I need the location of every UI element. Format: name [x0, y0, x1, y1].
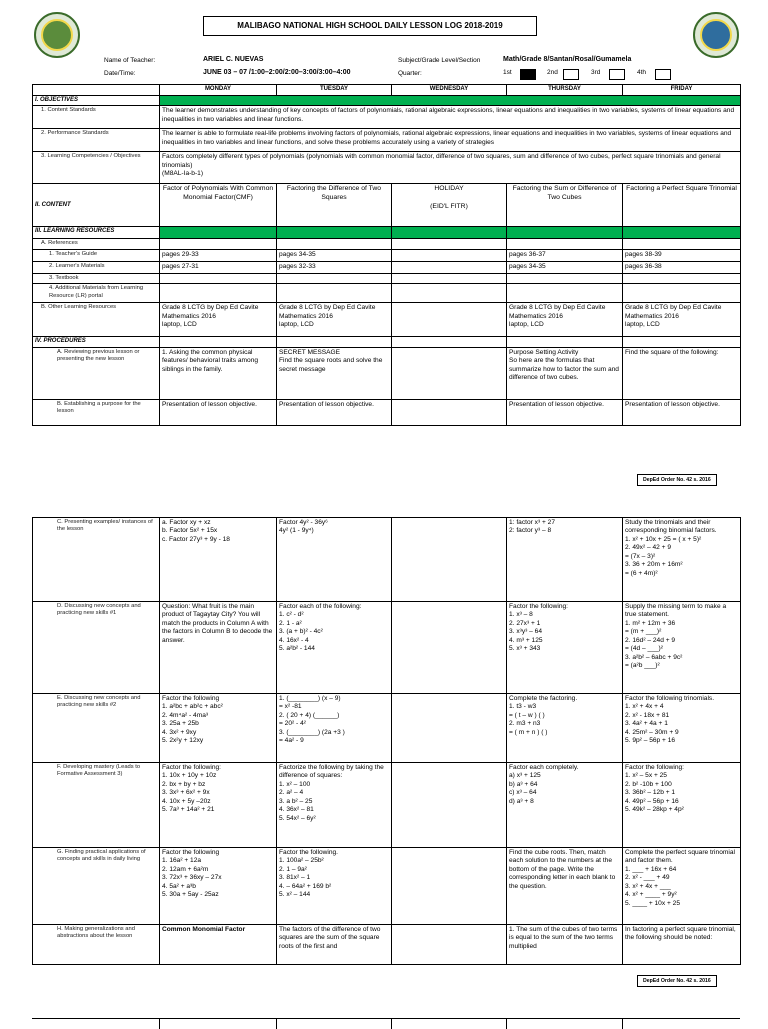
subject-value: Math/Grade 8/Santan/Rosal/Gumamela: [503, 56, 632, 63]
presenting-monday: a. Factor xy + xz b. Factor 5x² + 15x c. Factor 27y³ + 9y - 18: [160, 518, 277, 602]
discussing-2-label: E. Discussing new concepts and practicing new skills #2: [33, 694, 160, 763]
empty-cell: [507, 273, 623, 283]
content-thursday: Factoring the Sum or Difference of Two Cubes: [507, 184, 623, 227]
day-monday: MONDAY: [160, 85, 277, 96]
empty-cell: [392, 273, 507, 283]
empty-cell: [160, 239, 277, 249]
objectives-green-bar: [160, 95, 741, 106]
presenting-thursday: 1: factor x³ + 27 2: factor y³ – 8: [507, 518, 623, 602]
other-resources-friday: Grade 8 LCTG by Dep Ed Cavite Mathematics 2016 laptop, LCD: [623, 303, 741, 337]
discussing-2-thursday: Complete the factoring. 1. t3 - w3 = ( t – w ) ( ) 2. m3 + n3 = ( m + n ) ( ): [507, 694, 623, 763]
other-resources-tuesday: Grade 8 LCTG by Dep Ed Cavite Mathematics 2016 laptop, LCD: [277, 303, 392, 337]
purpose-wednesday: [392, 399, 507, 425]
practical-friday: Complete the perfect square trinomial and factor them. 1. ___ + 16x + 64 2. x² - ___ + 49 3. x² + 4x + ___ 4. x² + ____ + 9y² 5. ____ + 10x + 25: [623, 848, 741, 925]
discussing-1-wednesday: [392, 602, 507, 694]
learners-materials-label: 2. Learner's Materials: [33, 261, 160, 273]
resources-green-cell: [277, 227, 392, 239]
empty-cell: [507, 284, 623, 303]
section-procedures: IV. PROCEDURES: [33, 337, 160, 348]
practical-thursday: Find the cube roots. Then, match each solution to the numbers at the bottom of the page. Write the corresponding letter in each blank to the question.: [507, 848, 623, 925]
discussing-2-friday: Factor the following trinomials. 1. x² + 4x + 4 2. x² - 18x + 81 3. 4a² + 4a + 1 4. 25m² – 30m + 9 5. 9p² – 56p + 16: [623, 694, 741, 763]
empty-cell: [623, 239, 741, 249]
resources-green-cell: [623, 227, 741, 239]
learners-materials-tuesday: pages 32-33: [277, 261, 392, 273]
presenting-tuesday: Factor 4y² - 36y⁶ 4y² (1 - 9y⁴): [277, 518, 392, 602]
date-label: Date/Time:: [104, 70, 136, 77]
reviewing-monday: 1. Asking the common physical features/ behavioral traits among siblings in the family.: [160, 347, 277, 399]
empty-cell: [277, 273, 392, 283]
generalizations-label: H. Making generalizations and abstractions about the lesson: [33, 925, 160, 965]
empty-cell: [277, 337, 392, 348]
quarter-label: Quarter:: [398, 70, 422, 77]
quarter-3-label: 3rd: [591, 69, 601, 76]
deped-order-badge: DepEd Order No. 42 s. 2016: [637, 474, 717, 486]
reviewing-friday: Find the square of the following:: [623, 347, 741, 399]
content-friday: Factoring a Perfect Square Trinomial: [623, 184, 741, 227]
practical-tuesday: Factor the following. 1. 100a² – 25b² 2. 1 – 9a² 3. 81x² – 1 4. – 64a² + 169 b² 5. x² – 144: [277, 848, 392, 925]
additional-materials-label: 4. Additional Materials from Learning Resource (LR) portal: [33, 284, 160, 303]
deped-order-badge-page2: DepEd Order No. 42 s. 2016: [637, 975, 717, 987]
teacher-label: Name of Teacher:: [104, 57, 156, 64]
practical-wednesday: [392, 848, 507, 925]
quarter-4-checkbox: [655, 69, 671, 80]
presenting-friday: Study the trinomials and their corresponding binomial factors. 1. x² + 10x + 25 = ( x + 5)² 2. 49x² – 42 + 9 = (7x – 3)² 3. 36 + 20m + 16m² = (6 + 4m)²: [623, 518, 741, 602]
purpose-tuesday: Presentation of lesson objective.: [277, 399, 392, 425]
developing-monday: Factor the following: 1. 10x + 10y + 10z 2. bx + by + bz 3. 3x³ + 6x² + 9x 4. 10x + 5y –20z 5. 7a³ + 14a² + 21: [160, 763, 277, 848]
purpose-thursday: Presentation of lesson objective.: [507, 399, 623, 425]
resources-green-cell: [160, 227, 277, 239]
day-tuesday: TUESDAY: [277, 85, 392, 96]
content-standards-text: The learner demonstrates understanding of key concepts of factors of polynomials, rational algebraic expressions, linear equations and inequalities in two variables, systems of linear equations and inequalities in two variables and linear functions.: [160, 106, 741, 129]
quarter-3-checkbox: [609, 69, 625, 80]
purpose-friday: Presentation of lesson objective.: [623, 399, 741, 425]
reviewing-wednesday: [392, 347, 507, 399]
developing-friday: Factor the following: 1. x² – 5x + 25 2. b² -10b + 100 3. 36b² – 12b + 1 4. 49p² – 56p + 16 5. 49k² – 28kp + 4p²: [623, 763, 741, 848]
divider: [622, 1019, 623, 1029]
empty-cell: [160, 284, 277, 303]
developing-wednesday: [392, 763, 507, 848]
content-monday: Factor of Polynomials With Common Monomial Factor(CMF): [160, 184, 277, 227]
developing-thursday: Factor each completely. a) x³ + 125 b) a³ + 64 c) x³ – 64 d) a³ + 8: [507, 763, 623, 848]
empty-cell: [277, 239, 392, 249]
header-empty-cell: [33, 85, 160, 96]
content-standards-label: 1. Content Standards: [33, 106, 160, 129]
empty-cell: [277, 284, 392, 303]
teachers-guide-tuesday: pages 34-35: [277, 249, 392, 261]
learners-materials-thursday: pages 34-35: [507, 261, 623, 273]
reviewing-tuesday: SECRET MESSAGE Find the square roots and solve the secret message: [277, 347, 392, 399]
day-thursday: THURSDAY: [507, 85, 623, 96]
discussing-1-monday: Question: What fruit is the main product of Tagaytay City? You will match the products in Column A with the factors in Column B to decode the answer.: [160, 602, 277, 694]
teachers-guide-label: 1. Teacher's Guide: [33, 249, 160, 261]
lesson-log-table-page1: [32, 84, 741, 426]
quarter-2-label: 2nd: [547, 69, 558, 76]
date-value: JUNE 03 – 07 /1:00–2:00/2:00–3:00/3:00–4:00: [203, 69, 351, 76]
resources-green-cell: [507, 227, 623, 239]
developing-mastery-label: F. Developing mastery (Leads to Formative Assessment 3): [33, 763, 160, 848]
presenting-wednesday: [392, 518, 507, 602]
content-tuesday: Factoring the Difference of Two Squares: [277, 184, 392, 227]
reviewing-lesson-label: A. Reviewing previous lesson or presenting the new lesson: [33, 347, 160, 399]
discussing-2-monday: Factor the following 1. a²bc + ab²c + abc² 2. 4m⁴a² - 4ma³ 3. 25a + 25b 4. 3x² + 9xy 5. 2x²y + 12xy: [160, 694, 277, 763]
subject-label: Subject/Grade Level/Section: [398, 57, 481, 64]
discussing-1-thursday: Factor the following: 1. x³ – 8 2. 27x³ + 1 3. x³y³ – 64 4. m³ + 125 5. x³ + 343: [507, 602, 623, 694]
lesson-log-table-page2: [32, 517, 741, 965]
discussing-1-tuesday: Factor each of the following: 1. c² - d² 2. 1 - a² 3. (a + b)² - 4c² 4. 16x² - 4 5. a²b² - 144: [277, 602, 392, 694]
purpose-label: B. Establishing a purpose for the lesson: [33, 399, 160, 425]
divider: [159, 1019, 160, 1029]
performance-standards-text: The learner is able to formulate real-life problems involving factors of polynomials, rational algebraic expressions, linear equations and inequalities in two variables, systems of linear equations and inequalities in two variables and linear functions, and solve these problems accurately using a variety of strategies: [160, 129, 741, 152]
references-label: A. References: [33, 239, 160, 249]
teacher-name: ARIEL C. NUEVAS: [203, 56, 264, 63]
developing-tuesday: Factorize the following by taking the difference of squares: 1. x² – 100 2. a² – 4 3. a b² – 25 4. 36x² – 81 5. 54x² – 6y²: [277, 763, 392, 848]
document-title: MALIBAGO NATIONAL HIGH SCHOOL DAILY LESSON LOG 2018-2019: [203, 16, 537, 36]
generalizations-wednesday: [392, 925, 507, 965]
purpose-monday: Presentation of lesson objective.: [160, 399, 277, 425]
resources-green-cell: [392, 227, 507, 239]
empty-cell: [623, 273, 741, 283]
competencies-label: 3. Learning Competencies / Objectives: [33, 152, 160, 184]
divider: [276, 1019, 277, 1029]
practical-monday: Factor the following 1. 16a² + 12a 2. 12am + 6a²m 3. 72x³ + 36xy – 27x 4. 5a² + a³b 5. 30a + 5ay - 25az: [160, 848, 277, 925]
practical-applications-label: G. Finding practical applications of concepts and skills in daily living: [33, 848, 160, 925]
quarter-2-checkbox: [563, 69, 579, 80]
other-resources-label: B. Other Learning Resources: [33, 303, 160, 337]
empty-cell: [623, 284, 741, 303]
generalizations-monday: Common Monomial Factor: [160, 925, 277, 965]
deped-seal-logo: [34, 12, 80, 58]
discussing-2-wednesday: [392, 694, 507, 763]
presenting-examples-label: C. Presenting examples/ instances of the lesson: [33, 518, 160, 602]
empty-cell: [160, 273, 277, 283]
generalizations-friday: In factoring a perfect square trinomial, the following should be noted:: [623, 925, 741, 965]
reviewing-thursday: Purpose Setting Activity So here are the formulas that summarize how to factor the sum and difference of two cubes.: [507, 347, 623, 399]
other-resources-thursday: Grade 8 LCTG by Dep Ed Cavite Mathematics 2016 laptop, LCD: [507, 303, 623, 337]
teachers-guide-wednesday: [392, 249, 507, 261]
empty-cell: [392, 337, 507, 348]
competencies-text: Factors completely different types of polynomials (polynomials with common monomial factor, difference of two squares, sum and difference of two cubes, perfect square trinomials and general trinomials) (M8AL-Ia-b-1): [160, 152, 741, 184]
discussing-1-label: D. Discussing new concepts and practicing new skills #1: [33, 602, 160, 694]
performance-standards-label: 2. Performance Standards: [33, 129, 160, 152]
school-seal-logo: [693, 12, 739, 58]
empty-cell: [507, 337, 623, 348]
empty-cell: [623, 337, 741, 348]
empty-cell: [507, 239, 623, 249]
discussing-1-friday: Supply the missing term to make a true statement. 1. m² + 12m + 36 = (m + ___)² 2. 16d² – 24d + 9 = (4d – ___)² 3. a²b² – 6abc + 9c² = (a²b ___)²: [623, 602, 741, 694]
quarter-1-label: 1st: [503, 69, 512, 76]
learners-materials-monday: pages 27-31: [160, 261, 277, 273]
content-wednesday: HOLIDAY (EID'L FITR): [392, 184, 507, 227]
empty-cell: [392, 239, 507, 249]
other-resources-wednesday: [392, 303, 507, 337]
empty-cell: [160, 337, 277, 348]
divider: [506, 1019, 507, 1029]
day-wednesday: WEDNESDAY: [392, 85, 507, 96]
textbook-label: 3. Textbook: [33, 273, 160, 283]
empty-cell: [392, 284, 507, 303]
discussing-2-tuesday: 1. (________) (x – 9) = x² -81 2. ( 20 + 4) (______) = 20² - 4² 3. (________) (2a +3 ) = 4a² - 9: [277, 694, 392, 763]
other-resources-monday: Grade 8 LCTG by Dep Ed Cavite Mathematics 2016 laptop, LCD: [160, 303, 277, 337]
teachers-guide-monday: pages 29-33: [160, 249, 277, 261]
divider: [391, 1019, 392, 1029]
section-content: II. CONTENT: [33, 184, 160, 227]
learners-materials-friday: pages 36-38: [623, 261, 741, 273]
teachers-guide-friday: pages 38-39: [623, 249, 741, 261]
section-resources: III. LEARNING RESOURCES: [33, 227, 160, 239]
teachers-guide-thursday: pages 36-37: [507, 249, 623, 261]
learners-materials-wednesday: [392, 261, 507, 273]
generalizations-thursday: 1. The sum of the cubes of two terms is equal to the sum of the two terms multiplied: [507, 925, 623, 965]
generalizations-tuesday: The factors of the difference of two squares are the sum of the square roots of the first and: [277, 925, 392, 965]
quarter-1-checkbox: [520, 69, 536, 80]
quarter-4-label: 4th: [637, 69, 647, 76]
section-objectives: I. OBJECTIVES: [33, 95, 160, 106]
day-friday: FRIDAY: [623, 85, 741, 96]
